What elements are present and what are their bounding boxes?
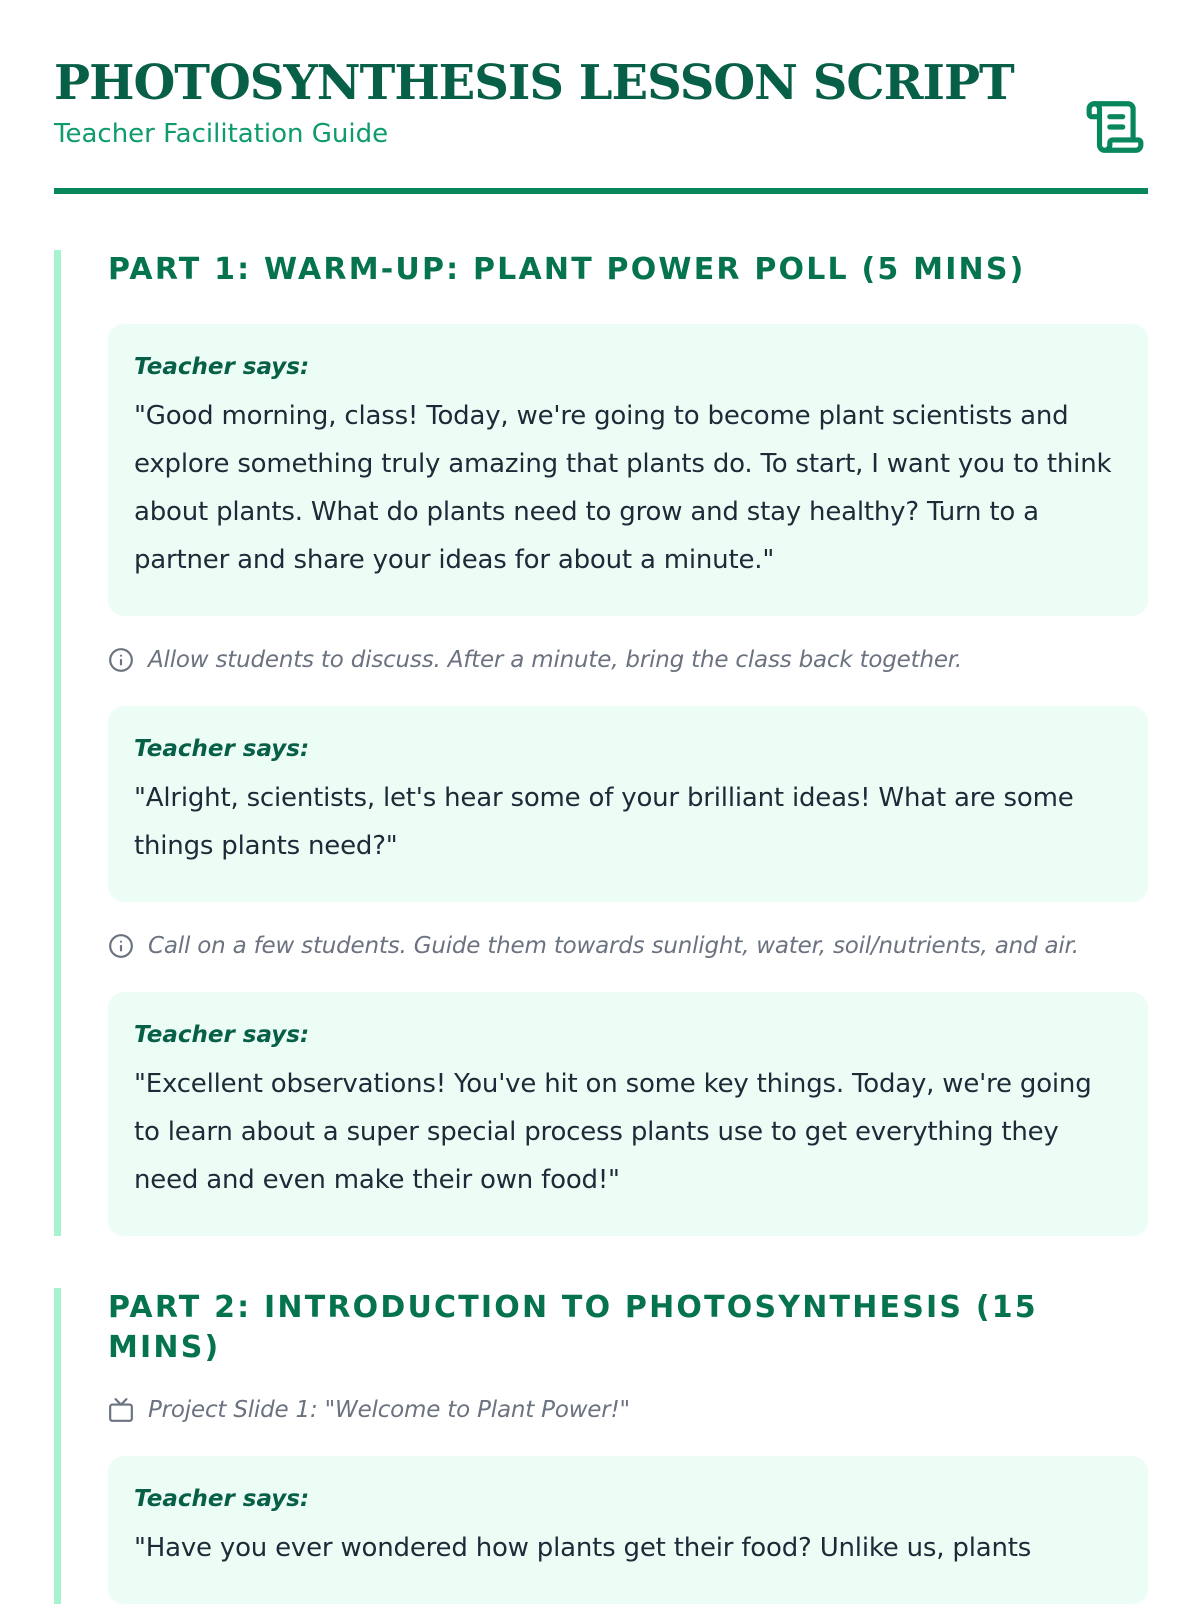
teacher-says-box [108,706,1148,902]
presentation-icon [108,1397,134,1423]
page-title: PHOTOSYNTHESIS LESSON SCRIPT [54,55,1014,111]
teacher-says-label: Teacher says: [134,1022,310,1048]
teacher-says-text: "Alright, scientists, let's hear some of your brilliant ideas! What are some things plants need?" [134,783,1074,861]
teacher-says-label: Teacher says: [134,1486,310,1512]
teacher-says-text: "Have you ever wondered how plants get their food? Unlike us, plants [134,1533,1032,1563]
part-heading: PART 1: WARM-UP: PLANT POWER POLL (5 MINS) [108,252,1026,287]
info-icon [108,647,134,673]
note-text: Allow students to discuss. After a minute, bring the class back together. [148,647,963,673]
teacher-says-text: "Excellent observations! You've hit on some key things. Today, we're going to learn about a super special process plants use to get everything they need and even make their own food!" [134,1069,1092,1195]
teacher-says-box [108,1456,1148,1604]
slide-cue-text: Project Slide 1: "Welcome to Plant Power!" [148,1397,630,1423]
facilitation-note [108,644,1148,676]
scroll-icon [1084,96,1146,158]
teacher-says-text: "Good morning, class! Today, we're going to become plant scientists and explore something truly amazing that plants do. To start, I want you to think about plants. What do plants need to grow and stay healthy? Turn to a partner and share your ideas for about a minute." [134,401,1112,575]
teacher-says-box [108,324,1148,616]
lesson-part-2 [54,1288,1148,1604]
teacher-says-box [108,992,1148,1236]
facilitation-note [108,930,1148,962]
page-subtitle: Teacher Facilitation Guide [54,119,389,149]
lesson-script-page [54,0,1148,1604]
lesson-part-1 [54,250,1148,1236]
teacher-says-label: Teacher says: [134,354,310,380]
document-header [54,0,1148,194]
slide-cue [108,1394,1148,1426]
teacher-says-label: Teacher says: [134,736,310,762]
note-text: Call on a few students. Guide them towards sunlight, water, soil/nutrients, and air. [148,933,1079,959]
info-icon [108,933,134,959]
part-heading: PART 2: INTRODUCTION TO PHOTOSYNTHESIS (15 MINS) [108,1290,1038,1365]
